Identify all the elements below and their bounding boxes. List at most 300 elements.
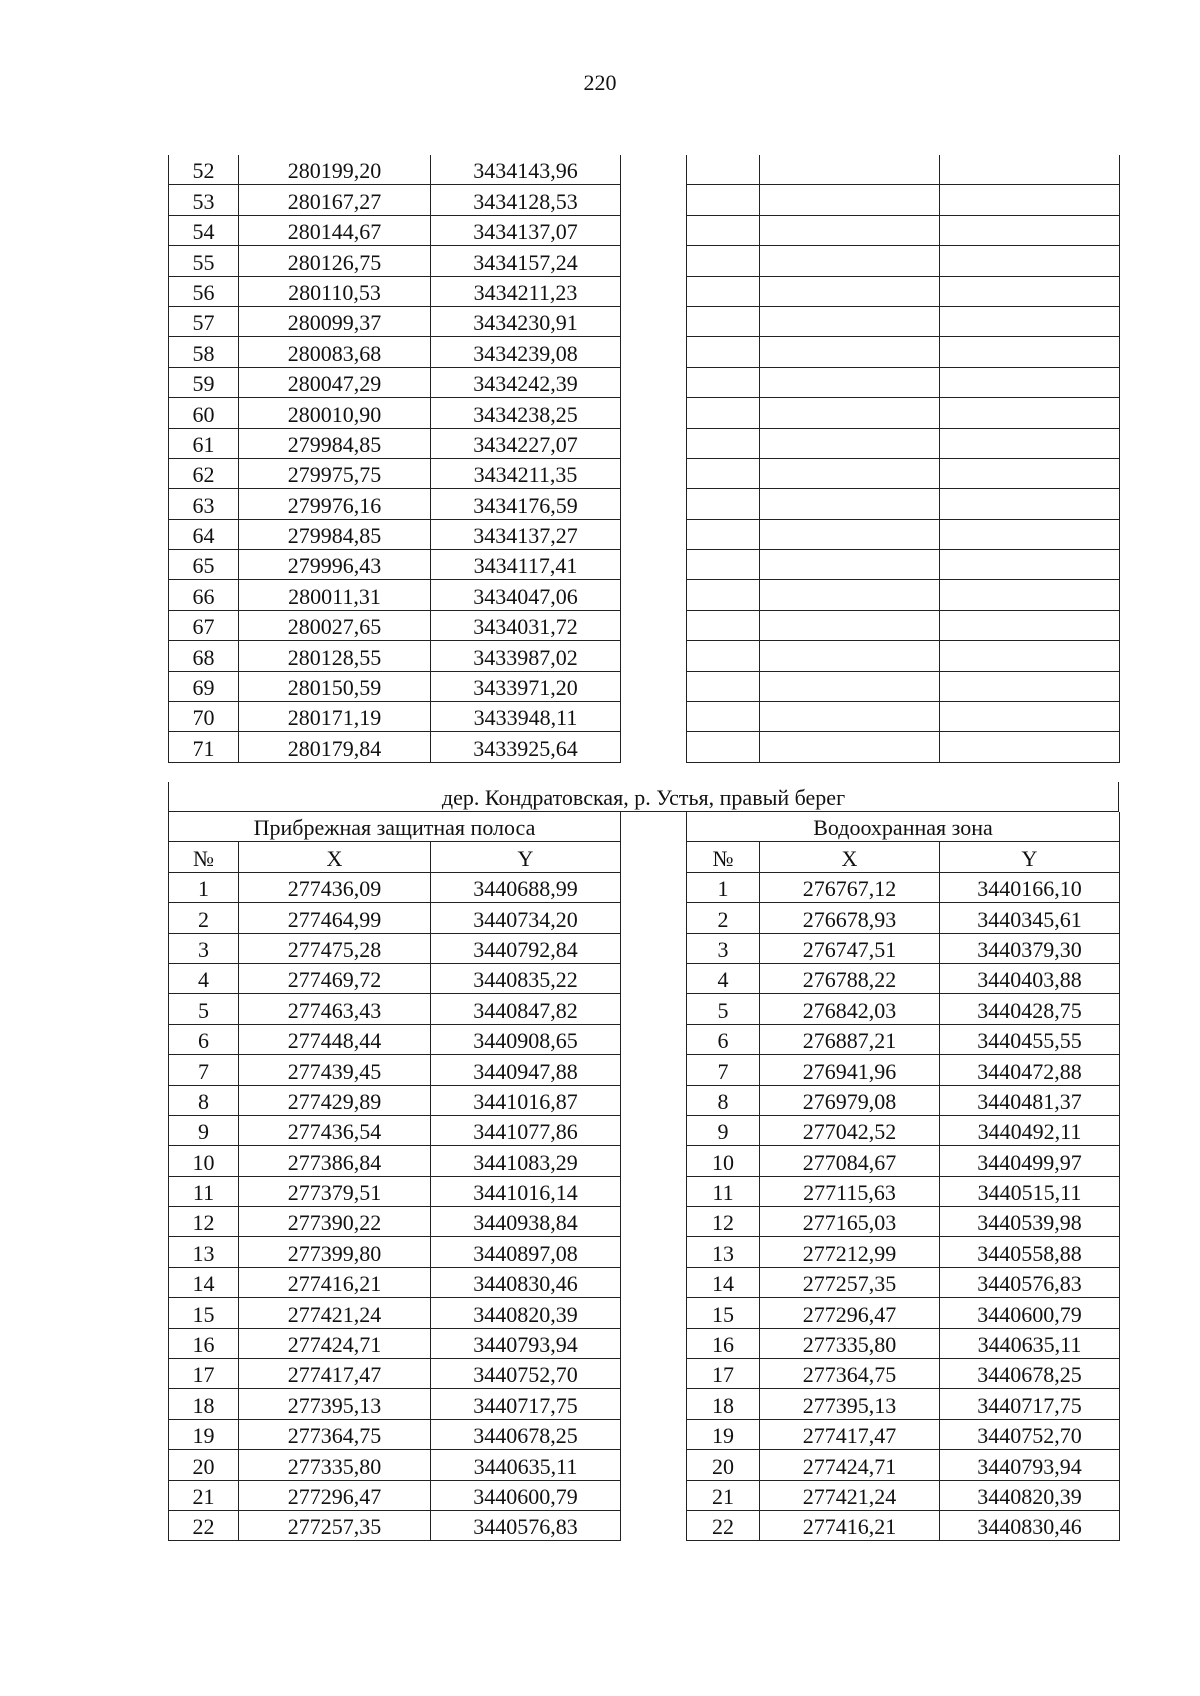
y-coordinate-cell: 3433948,11 <box>431 702 621 732</box>
x-coordinate-cell: 277257,35 <box>760 1267 940 1297</box>
point-number-cell: 57 <box>169 306 239 336</box>
table-row <box>687 994 1120 1024</box>
table-row <box>169 610 621 640</box>
x-coordinate-cell: 277257,35 <box>239 1510 431 1540</box>
empty-cell <box>760 732 940 762</box>
top-left-coordinates-table <box>168 155 621 763</box>
empty-cell <box>940 155 1120 185</box>
empty-cell <box>687 276 760 306</box>
empty-cell <box>940 671 1120 701</box>
empty-cell <box>687 641 760 671</box>
point-number-cell: 5 <box>169 994 239 1024</box>
table-row <box>687 458 1120 488</box>
y-coordinate-cell: 3434211,35 <box>431 458 621 488</box>
table-row <box>169 1328 621 1358</box>
point-number-cell: 20 <box>169 1450 239 1480</box>
table-row <box>687 1328 1120 1358</box>
empty-cell <box>687 732 760 762</box>
point-number-cell: 3 <box>687 933 760 963</box>
y-coordinate-cell: 3440734,20 <box>431 903 621 933</box>
empty-cell <box>687 398 760 428</box>
point-number-cell: 11 <box>687 1176 760 1206</box>
empty-cell <box>940 337 1120 367</box>
point-number-cell: 15 <box>687 1298 760 1328</box>
y-coordinate-cell: 3440403,88 <box>940 963 1120 993</box>
x-coordinate-cell: 280047,29 <box>239 367 431 397</box>
table-row <box>687 1055 1120 1085</box>
y-coordinate-cell: 3440688,99 <box>431 872 621 902</box>
point-number-cell: 11 <box>169 1176 239 1206</box>
empty-cell <box>687 367 760 397</box>
x-coordinate-cell: 277421,24 <box>760 1480 940 1510</box>
x-coordinate-cell: 277399,80 <box>239 1237 431 1267</box>
empty-cell <box>940 610 1120 640</box>
table-row <box>687 550 1120 580</box>
y-coordinate-cell: 3440897,08 <box>431 1237 621 1267</box>
x-coordinate-cell: 277335,80 <box>760 1328 940 1358</box>
empty-cell <box>687 337 760 367</box>
table-row <box>169 276 621 306</box>
point-number-cell: 6 <box>169 1024 239 1054</box>
y-coordinate-cell: 3433987,02 <box>431 641 621 671</box>
x-coordinate-cell: 280150,59 <box>239 671 431 701</box>
table-row <box>687 1207 1120 1237</box>
table-row <box>169 398 621 428</box>
point-number-cell: 14 <box>169 1267 239 1297</box>
table-row <box>169 903 621 933</box>
table-row <box>169 872 621 902</box>
x-coordinate-cell: 277165,03 <box>760 1207 940 1237</box>
empty-cell <box>687 155 760 185</box>
point-number-cell: 8 <box>687 1085 760 1115</box>
empty-cell <box>687 702 760 732</box>
point-number-cell: 6 <box>687 1024 760 1054</box>
empty-cell <box>760 215 940 245</box>
empty-cell <box>760 185 940 215</box>
x-coordinate-cell: 277364,75 <box>760 1359 940 1389</box>
y-coordinate-cell: 3440752,70 <box>431 1359 621 1389</box>
point-number-cell: 63 <box>169 489 239 519</box>
table-row <box>687 306 1120 336</box>
table-row <box>687 1419 1120 1449</box>
top-right-empty-table <box>686 155 1120 763</box>
y-coordinate-cell: 3434143,96 <box>431 155 621 185</box>
x-coordinate-cell: 276788,22 <box>760 963 940 993</box>
table-row <box>169 963 621 993</box>
point-number-cell: 53 <box>169 185 239 215</box>
table-row <box>169 1176 621 1206</box>
table-row <box>169 337 621 367</box>
empty-cell <box>760 155 940 185</box>
y-coordinate-cell: 3440345,61 <box>940 903 1120 933</box>
point-number-cell: 3 <box>169 933 239 963</box>
x-coordinate-cell: 280010,90 <box>239 398 431 428</box>
x-coordinate-cell: 280011,31 <box>239 580 431 610</box>
empty-cell <box>687 458 760 488</box>
point-number-cell: 55 <box>169 246 239 276</box>
point-number-cell: 4 <box>169 963 239 993</box>
y-coordinate-cell: 3440947,88 <box>431 1055 621 1085</box>
x-coordinate-cell: 277469,72 <box>239 963 431 993</box>
y-coordinate-cell: 3434176,59 <box>431 489 621 519</box>
x-coordinate-cell: 279975,75 <box>239 458 431 488</box>
table-row <box>169 1450 621 1480</box>
table-row <box>687 1510 1120 1540</box>
table-row <box>687 671 1120 701</box>
table-row <box>687 1298 1120 1328</box>
x-coordinate-cell: 279996,43 <box>239 550 431 580</box>
point-number-cell: 17 <box>687 1359 760 1389</box>
y-coordinate-cell: 3440830,46 <box>940 1510 1120 1540</box>
x-coordinate-cell: 280099,37 <box>239 306 431 336</box>
x-coordinate-cell: 277395,13 <box>239 1389 431 1419</box>
table-row <box>687 963 1120 993</box>
empty-cell <box>760 306 940 336</box>
point-number-cell: 2 <box>687 903 760 933</box>
x-coordinate-cell: 276887,21 <box>760 1024 940 1054</box>
y-coordinate-cell: 3441016,87 <box>431 1085 621 1115</box>
empty-cell <box>940 215 1120 245</box>
table-row <box>169 1146 621 1176</box>
point-number-cell: 14 <box>687 1267 760 1297</box>
table-row <box>169 1480 621 1510</box>
point-number-cell: 17 <box>169 1359 239 1389</box>
point-number-cell: 71 <box>169 732 239 762</box>
point-number-cell: 20 <box>687 1450 760 1480</box>
y-coordinate-cell: 3440717,75 <box>431 1389 621 1419</box>
empty-cell <box>687 246 760 276</box>
table-row <box>169 458 621 488</box>
x-coordinate-cell: 277084,67 <box>760 1146 940 1176</box>
point-number-cell: 15 <box>169 1298 239 1328</box>
point-number-cell: 13 <box>687 1237 760 1267</box>
point-number-cell: 10 <box>169 1146 239 1176</box>
empty-cell <box>687 215 760 245</box>
table-row <box>687 872 1120 902</box>
empty-cell <box>940 519 1120 549</box>
empty-cell <box>687 550 760 580</box>
x-coordinate-cell: 277212,99 <box>760 1237 940 1267</box>
point-number-cell: 56 <box>169 276 239 306</box>
table-row <box>687 610 1120 640</box>
y-coordinate-cell: 3440492,11 <box>940 1115 1120 1145</box>
table-row <box>687 185 1120 215</box>
point-number-cell: 62 <box>169 458 239 488</box>
y-coordinate-cell: 3434157,24 <box>431 246 621 276</box>
table-row <box>169 1237 621 1267</box>
x-coordinate-cell: 280144,67 <box>239 215 431 245</box>
table-row <box>169 489 621 519</box>
empty-cell <box>940 489 1120 519</box>
y-coordinate-cell: 3440908,65 <box>431 1024 621 1054</box>
empty-cell <box>760 550 940 580</box>
point-number-cell: 19 <box>169 1419 239 1449</box>
empty-cell <box>760 337 940 367</box>
point-number-cell: 64 <box>169 519 239 549</box>
y-coordinate-cell: 3440678,25 <box>431 1419 621 1449</box>
water-protection-zone-table <box>686 812 1120 1541</box>
empty-cell <box>760 671 940 701</box>
point-number-cell: 16 <box>687 1328 760 1358</box>
table-row <box>687 732 1120 762</box>
table-row <box>169 1419 621 1449</box>
point-number-cell: 21 <box>687 1480 760 1510</box>
water-zone-title: Водоохранная зона <box>687 812 1120 842</box>
point-number-cell: 9 <box>169 1115 239 1145</box>
section-title: дер. Кондратовская, р. Устья, правый берег <box>169 782 1119 812</box>
table-row <box>169 428 621 458</box>
y-coordinate-cell: 3433971,20 <box>431 671 621 701</box>
empty-cell <box>760 610 940 640</box>
empty-cell <box>687 306 760 336</box>
table-row <box>687 903 1120 933</box>
table-row <box>687 1480 1120 1510</box>
table-row <box>687 489 1120 519</box>
table-row <box>687 276 1120 306</box>
empty-cell <box>760 641 940 671</box>
table-row <box>687 1176 1120 1206</box>
table-row <box>687 246 1120 276</box>
x-coordinate-cell: 276941,96 <box>760 1055 940 1085</box>
x-coordinate-cell: 277296,47 <box>239 1480 431 1510</box>
point-number-cell: 13 <box>169 1237 239 1267</box>
x-coordinate-cell: 277386,84 <box>239 1146 431 1176</box>
table-row <box>169 1055 621 1085</box>
y-coordinate-cell: 3434117,41 <box>431 550 621 580</box>
y-coordinate-cell: 3434128,53 <box>431 185 621 215</box>
y-coordinate-cell: 3433925,64 <box>431 732 621 762</box>
page-number: 220 <box>583 70 617 95</box>
table-row <box>687 1024 1120 1054</box>
y-coordinate-cell: 3440835,22 <box>431 963 621 993</box>
col-header-x: X <box>239 842 431 872</box>
empty-cell <box>760 458 940 488</box>
y-coordinate-cell: 3440600,79 <box>940 1298 1120 1328</box>
empty-cell <box>760 519 940 549</box>
empty-cell <box>940 367 1120 397</box>
y-coordinate-cell: 3440793,94 <box>940 1450 1120 1480</box>
table-row <box>687 1237 1120 1267</box>
empty-cell <box>687 671 760 701</box>
x-coordinate-cell: 277395,13 <box>760 1389 940 1419</box>
table-row <box>687 933 1120 963</box>
point-number-cell: 58 <box>169 337 239 367</box>
x-coordinate-cell: 279984,85 <box>239 428 431 458</box>
x-coordinate-cell: 277439,45 <box>239 1055 431 1085</box>
y-coordinate-cell: 3434230,91 <box>431 306 621 336</box>
table-row <box>169 215 621 245</box>
x-coordinate-cell: 277424,71 <box>760 1450 940 1480</box>
empty-cell <box>760 246 940 276</box>
y-coordinate-cell: 3440678,25 <box>940 1359 1120 1389</box>
y-coordinate-cell: 3440515,11 <box>940 1176 1120 1206</box>
table-row <box>687 155 1120 185</box>
y-coordinate-cell: 3440558,88 <box>940 1237 1120 1267</box>
point-number-cell: 59 <box>169 367 239 397</box>
y-coordinate-cell: 3440752,70 <box>940 1419 1120 1449</box>
x-coordinate-cell: 277390,22 <box>239 1207 431 1237</box>
empty-cell <box>940 550 1120 580</box>
x-coordinate-cell: 277429,89 <box>239 1085 431 1115</box>
point-number-cell: 68 <box>169 641 239 671</box>
section-title-band <box>168 782 1119 812</box>
x-coordinate-cell: 277436,09 <box>239 872 431 902</box>
coastal-strip-title: Прибрежная защитная полоса <box>169 812 621 842</box>
x-coordinate-cell: 280110,53 <box>239 276 431 306</box>
y-coordinate-cell: 3440499,97 <box>940 1146 1120 1176</box>
y-coordinate-cell: 3440428,75 <box>940 994 1120 1024</box>
point-number-cell: 19 <box>687 1419 760 1449</box>
point-number-cell: 69 <box>169 671 239 701</box>
x-coordinate-cell: 277416,21 <box>239 1267 431 1297</box>
x-coordinate-cell: 277042,52 <box>760 1115 940 1145</box>
empty-cell <box>760 428 940 458</box>
empty-cell <box>687 610 760 640</box>
empty-cell <box>687 580 760 610</box>
point-number-cell: 1 <box>169 872 239 902</box>
x-coordinate-cell: 277464,99 <box>239 903 431 933</box>
y-coordinate-cell: 3434242,39 <box>431 367 621 397</box>
y-coordinate-cell: 3440792,84 <box>431 933 621 963</box>
x-coordinate-cell: 277335,80 <box>239 1450 431 1480</box>
table-row <box>687 641 1120 671</box>
y-coordinate-cell: 3434238,25 <box>431 398 621 428</box>
x-coordinate-cell: 276767,12 <box>760 872 940 902</box>
point-number-cell: 22 <box>687 1510 760 1540</box>
table-row <box>169 702 621 732</box>
col-header-y: Y <box>940 842 1120 872</box>
y-coordinate-cell: 3441077,86 <box>431 1115 621 1145</box>
x-coordinate-cell: 277475,28 <box>239 933 431 963</box>
col-header-x: X <box>760 842 940 872</box>
table-row <box>687 580 1120 610</box>
y-coordinate-cell: 3440576,83 <box>940 1267 1120 1297</box>
point-number-cell: 10 <box>687 1146 760 1176</box>
point-number-cell: 70 <box>169 702 239 732</box>
x-coordinate-cell: 277421,24 <box>239 1298 431 1328</box>
col-header-y: Y <box>431 842 621 872</box>
point-number-cell: 7 <box>169 1055 239 1085</box>
col-header-number: № <box>169 842 239 872</box>
table-row <box>169 367 621 397</box>
point-number-cell: 12 <box>169 1207 239 1237</box>
point-number-cell: 18 <box>169 1389 239 1419</box>
point-number-cell: 4 <box>687 963 760 993</box>
empty-cell <box>760 398 940 428</box>
table-row <box>169 1207 621 1237</box>
y-coordinate-cell: 3440379,30 <box>940 933 1120 963</box>
empty-cell <box>940 306 1120 336</box>
x-coordinate-cell: 277364,75 <box>239 1419 431 1449</box>
x-coordinate-cell: 280167,27 <box>239 185 431 215</box>
table-row <box>169 519 621 549</box>
x-coordinate-cell: 280179,84 <box>239 732 431 762</box>
x-coordinate-cell: 277424,71 <box>239 1328 431 1358</box>
point-number-cell: 52 <box>169 155 239 185</box>
table-row <box>687 215 1120 245</box>
empty-cell <box>940 246 1120 276</box>
x-coordinate-cell: 276678,93 <box>760 903 940 933</box>
empty-cell <box>940 398 1120 428</box>
table-row <box>687 1389 1120 1419</box>
table-row <box>687 1359 1120 1389</box>
x-coordinate-cell: 277416,21 <box>760 1510 940 1540</box>
empty-cell <box>687 489 760 519</box>
table-row <box>169 155 621 185</box>
point-number-cell: 1 <box>687 872 760 902</box>
table-row <box>687 1146 1120 1176</box>
y-coordinate-cell: 3441083,29 <box>431 1146 621 1176</box>
y-coordinate-cell: 3440539,98 <box>940 1207 1120 1237</box>
empty-cell <box>940 702 1120 732</box>
point-number-cell: 18 <box>687 1389 760 1419</box>
empty-cell <box>760 489 940 519</box>
table-row <box>687 1115 1120 1145</box>
x-coordinate-cell: 280126,75 <box>239 246 431 276</box>
y-coordinate-cell: 3440481,37 <box>940 1085 1120 1115</box>
point-number-cell: 2 <box>169 903 239 933</box>
empty-cell <box>940 580 1120 610</box>
empty-cell <box>687 519 760 549</box>
point-number-cell: 61 <box>169 428 239 458</box>
table-row <box>687 337 1120 367</box>
x-coordinate-cell: 279976,16 <box>239 489 431 519</box>
table-row <box>687 702 1120 732</box>
empty-cell <box>940 641 1120 671</box>
y-coordinate-cell: 3434031,72 <box>431 610 621 640</box>
empty-cell <box>760 367 940 397</box>
point-number-cell: 8 <box>169 1085 239 1115</box>
empty-cell <box>940 458 1120 488</box>
empty-cell <box>760 580 940 610</box>
y-coordinate-cell: 3440472,88 <box>940 1055 1120 1085</box>
table-row <box>169 1389 621 1419</box>
y-coordinate-cell: 3434239,08 <box>431 337 621 367</box>
point-number-cell: 54 <box>169 215 239 245</box>
empty-cell <box>687 185 760 215</box>
x-coordinate-cell: 279984,85 <box>239 519 431 549</box>
point-number-cell: 65 <box>169 550 239 580</box>
point-number-cell: 21 <box>169 1480 239 1510</box>
y-coordinate-cell: 3440820,39 <box>940 1480 1120 1510</box>
table-row <box>169 732 621 762</box>
y-coordinate-cell: 3440635,11 <box>431 1450 621 1480</box>
table-row <box>687 1450 1120 1480</box>
y-coordinate-cell: 3434137,07 <box>431 215 621 245</box>
y-coordinate-cell: 3440938,84 <box>431 1207 621 1237</box>
empty-cell <box>940 428 1120 458</box>
x-coordinate-cell: 280027,65 <box>239 610 431 640</box>
table-row <box>169 1115 621 1145</box>
point-number-cell: 5 <box>687 994 760 1024</box>
table-row <box>169 933 621 963</box>
y-coordinate-cell: 3440847,82 <box>431 994 621 1024</box>
empty-cell <box>940 185 1120 215</box>
table-row <box>687 428 1120 458</box>
table-row <box>169 1267 621 1297</box>
table-row <box>687 1267 1120 1297</box>
y-coordinate-cell: 3440793,94 <box>431 1328 621 1358</box>
table-row <box>169 1024 621 1054</box>
empty-cell <box>760 702 940 732</box>
y-coordinate-cell: 3440600,79 <box>431 1480 621 1510</box>
x-coordinate-cell: 277463,43 <box>239 994 431 1024</box>
x-coordinate-cell: 276979,08 <box>760 1085 940 1115</box>
point-number-cell: 9 <box>687 1115 760 1145</box>
table-row <box>169 1085 621 1115</box>
x-coordinate-cell: 280199,20 <box>239 155 431 185</box>
empty-cell <box>687 428 760 458</box>
